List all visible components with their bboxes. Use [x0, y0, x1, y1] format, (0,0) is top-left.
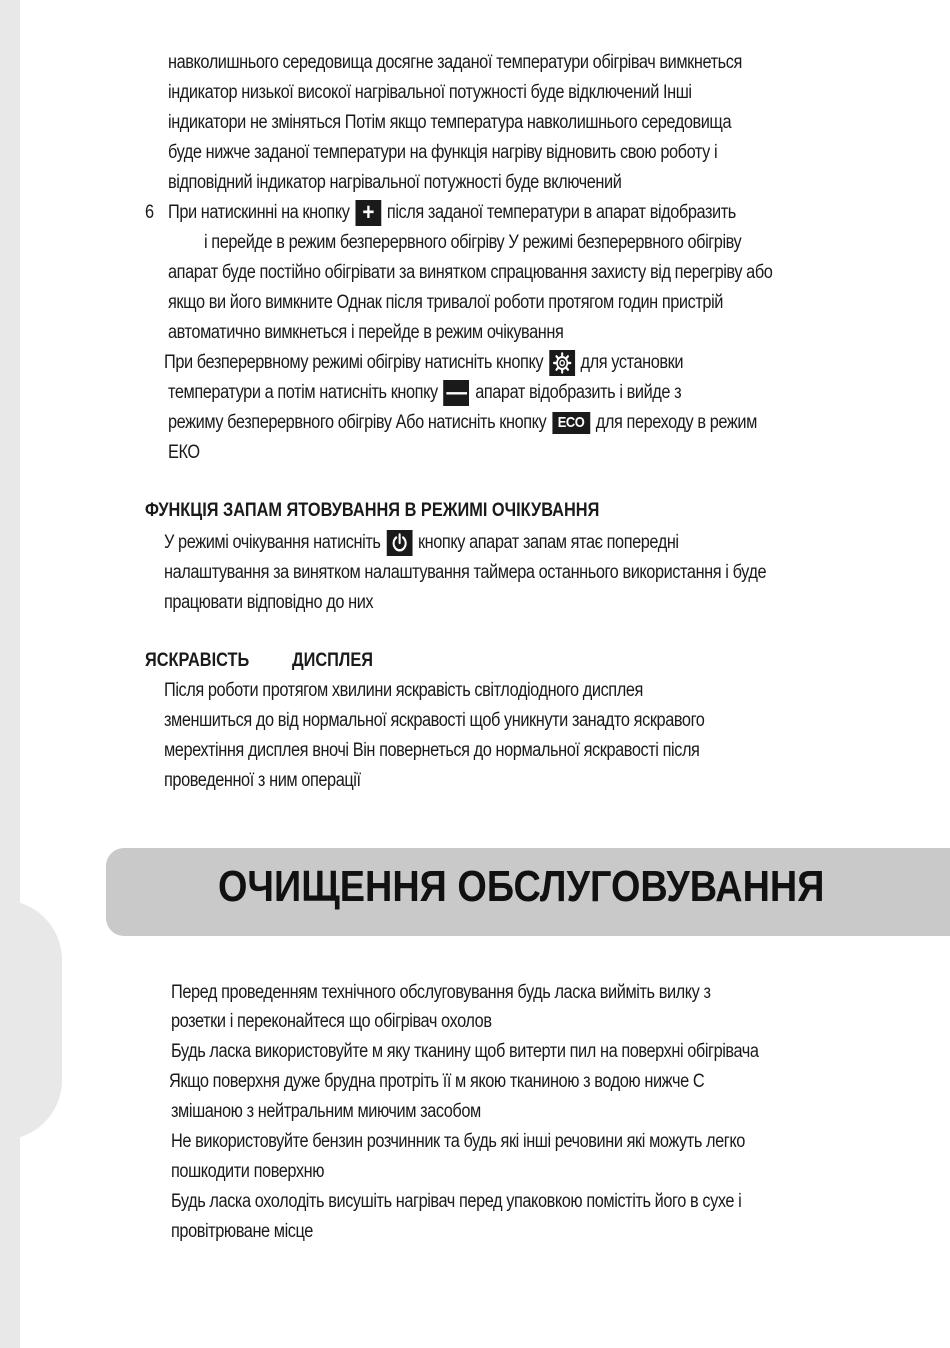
- item6-line1-b: після заданої температури в апарат відобразить: [386, 202, 736, 223]
- item6-line7-b: апарат відобразить і вийде з: [475, 382, 682, 403]
- cleaning-line: Якщо поверхня дуже брудна протріть її м якою тканиною з водою нижче С: [169, 1071, 705, 1092]
- item6-line: ЕКО: [168, 442, 200, 463]
- item6-line7-a: температури а потім натисніть кнопку: [168, 382, 438, 403]
- memory-line: налаштування за винятком налаштування таймера останнього використання і буде: [164, 562, 767, 583]
- cleaning-line: змішаною з нейтральним миючим засобом: [171, 1101, 481, 1122]
- item6-line: автоматично вимкнеться і перейде в режим очікування: [168, 322, 564, 343]
- brightness-line: зменшиться до від нормальної яскравості щоб уникнути занадто яскравого: [164, 710, 705, 731]
- item6-line: і перейде в режим безперервного обігріву У режимі безперервного обігріву: [204, 232, 742, 253]
- para-top-line: буде нижче заданої температури на функція нагріву відновить свою роботу і: [168, 142, 718, 163]
- para-top-line: індикатор низької високої нагрівальної потужності буде відключений Інші: [168, 82, 692, 103]
- para-top-line: індикатори не зміняться Потім якщо температура навколишнього середовища: [168, 112, 732, 133]
- eco-icon: ECO: [552, 412, 590, 434]
- item6-line8-b: для переходу в режим: [595, 412, 757, 433]
- item6-number: 6: [145, 202, 154, 223]
- cleaning-line: Перед проведенням технічного обслуговування будь ласка вийміть вилку з: [171, 982, 711, 1003]
- item6-line8: [168, 408, 757, 438]
- memory-heading: ФУНКЦІЯ ЗАПАМ ЯТОВУВАННЯ В РЕЖИМІ ОЧІКУВАННЯ: [145, 500, 600, 521]
- cleaning-line: Будь ласка охолодіть висушіть нагрівач перед упаковкою помістіть його в сухе і: [171, 1191, 742, 1212]
- brightness-line: Після роботи протягом хвилини яскравість світлодіодного дисплея: [164, 680, 643, 701]
- para-top-line: відповідний індикатор нагрівальної потужності буде включений: [168, 172, 622, 193]
- gear-icon: [549, 350, 575, 376]
- memory-line: працювати відповідно до них: [164, 592, 374, 613]
- memory-line1-a: У режимі очікування натисніть: [164, 532, 381, 553]
- minus-icon: —: [444, 380, 470, 406]
- para-top-line: навколишнього середовища досягне заданої температури обігрівач вимкнеться: [168, 52, 742, 73]
- item6-line6: [164, 348, 683, 378]
- item6-line7: [168, 378, 681, 408]
- cleaning-line: розетки і переконайтеся що обігрівач охолов: [171, 1011, 492, 1032]
- cleaning-line: Не використовуйте бензин розчинник та будь які інші речовини які можуть легко: [171, 1131, 745, 1152]
- memory-line1-b: кнопку апарат запам ятає попередні: [417, 532, 679, 553]
- brightness-line: проведенної з ним операції: [164, 770, 361, 791]
- power-icon: [386, 530, 412, 556]
- item6-line6-b: для установки: [580, 352, 684, 373]
- cleaning-line: провітрюване місце: [171, 1221, 313, 1242]
- memory-line1: [164, 528, 679, 558]
- brightness-heading-a: ЯСКРАВІСТЬ: [145, 650, 250, 671]
- side-tab-strip: [0, 0, 20, 1348]
- plus-icon: +: [355, 200, 381, 226]
- item6-line1-a: При натискинні на кнопку: [168, 202, 350, 223]
- cleaning-line: пошкодити поверхню: [171, 1161, 325, 1182]
- item6-line: апарат буде постійно обігрівати за винятком спрацювання захисту від перегріву або: [168, 262, 773, 283]
- side-tab-bulge: [0, 900, 62, 1140]
- item6-line: якщо ви його вимкните Однак після тривалої роботи протягом годин пристрій: [168, 292, 723, 313]
- brightness-line: мерехтіння дисплея вночі Він повернеться до нормальної яскравості після: [164, 740, 700, 761]
- cleaning-line: Будь ласка використовуйте м яку тканину щоб витерти пил на поверхні обігрівача: [171, 1041, 759, 1062]
- item6-line6-a: При безперервному режимі обігріву натисніть кнопку: [164, 352, 544, 373]
- section-banner-title: ОЧИЩЕННЯ ОБСЛУГОВУВАННЯ: [218, 862, 825, 911]
- brightness-heading-b: ДИСПЛЕЯ: [292, 650, 374, 671]
- item6-line8-a: режиму безперервного обігріву Або натисніть кнопку: [168, 412, 547, 433]
- item6-line1: [168, 198, 736, 228]
